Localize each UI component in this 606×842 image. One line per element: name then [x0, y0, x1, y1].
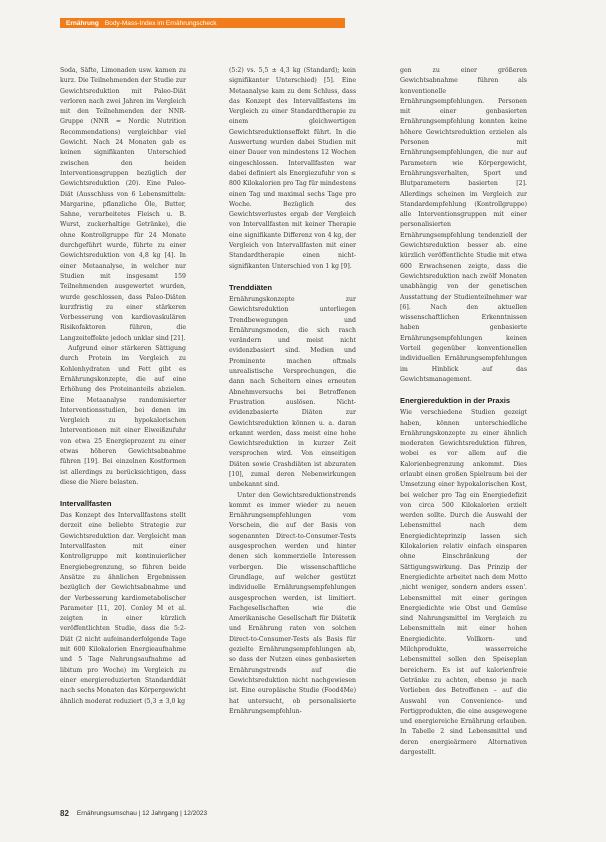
- journal-info: Ernährungsumschau | 12 Jahrgang | 12/2023: [76, 810, 208, 817]
- paragraph: (5:2) vs. 5,5 ± 4,3 kg (Standard); kein signifikanter Unterschied) [5]. Eine Metaanalyse kam zu dem Schluss, dass das Konzept des Intervallfastens im Vergleich zu einer Standardtherapie zu einem gleichwertigen Gewichtsreduktionseffekt führt. In die Auswertung wurden dabei Studien mit einer Dauer von mindestens 12 Wochen eingeschlossen. Intervallfasten war dabei definiert als Energiezufuhr von ≤ 800 Kilokalorien pro Tag für mindestens einen Tag und maximal sechs Tage pro Woche. Bezüglich des Gewichtsverlustes ergab der Vergleich von Intervallfasten mit keiner Therapie eine signifikante Differenz von 4 kg, der Vergleich von Intervallfasten mit einer Standardtherapie einen nicht-signifikanten Unterschied von 1 kg [9].: [229, 67, 356, 270]
- column-1: [60, 66, 186, 818]
- paragraph: Soda, Säfte, Limonaden usw. kamen zu kurz. Die Teilnehmenden der Studie zur Gewichtsreduktion mit Paleo-Diät verloren nach zwei Jahren im Vergleich mit den Teilnehmenden der NNR-Gruppe (NNR = Nordic Nutrition Recommendations) vergleichbar viel Gewicht. Nach 24 Monaten gab es keinen signifikanten Unterschied zwischen den beiden Interventionsgruppen bezüglich der Gewichtsreduktion (20). Eine Paleo-Diät (Ausschluss von 6 Lebensmitteln: Margarine, pflanzliche Öle, Butter, Sahne, verarbeitetes Fleisch u. B. Wurst, zuckerhaltige Getränke), die ohne Kontrollgruppe für 24 Monate durchgeführt wurde, führte zu einer Gewichtsreduktion von 4,8 kg [4]. In einer Metaanalyse, in welcher nur Studien mit insgesamt 159 Teilnehmenden ausgewertet wurden, wurde geschlossen, dass Paleo-Diäten kurzfristig zu einer stärkeren Verbesserung von kardiovaskulären Risikofaktoren führen, die Langzeiteffekte jedoch unklar sind [21].: [60, 67, 186, 342]
- header-subtitle: Body-Mass-Index im Ernährungscheck: [104, 19, 217, 27]
- paragraph: Aufgrund einer stärkeren Sättigung durch Protein im Vergleich zu Kohlenhydraten und Fett gibt es Ernährungskonzepte, die auf eine Erhöhung des Proteinanteils abzielen. Eine Metaanalyse randomisierter Interventionsstudien, bei denen im Vergleich zu hypokalorischen Interventionen mit einer Eiweißzufuhr von etwa 25 Energieprozent zu einer etwas höheren Gewichtsabnahme führen [19]. Bei einzelnen Kostformen ist allerdings zu berücksichtigen, dass diese die Niere belasten.: [60, 345, 186, 486]
- paragraph: Wie verschiedene Studien gezeigt haben, können unterschiedliche Ernährungskonzepte zu einer ähnlich moderaten Gewichtsreduktion führen, wobei es vor allem auf die Kalorienbegrenzung ankommt. Dies erlaubt einen großen Spielraum bei der Umsetzung einer hypokalorischen Kost, bei welcher pro Tag ein Energiedefizit von circa 500 Kilokalorien erzielt werden sollte. Durch die Auswahl der Lebensmittel nach dem Energiedichteprinzip lassen sich Kilokalorien relativ einfach einsparen ohne Einschränkung der Sättigungswirkung. Das Prinzip der Energiedichte arbeitet nach dem Motto ‚nicht weniger, sondern anders essen'. Lebensmittel mit einer geringen Energiedichte wie Obst und Gemüse sind Nahrungsmittel im Vergleich zu Lebensmitteln mit einer hohen Energiedichte. Vollkorn- und Milchprodukte, wasserreiche Lebensmittel sollen den Speiseplan bereichern. Es ist auf kalorienfreie Getränke zu achten, ebenso je nach Vorlieben des Betroffenen – auf die Auswahl von Convenience- und Fertigprodukten, die eine ausgewogene und energiereiche Ernährung erlauben. In Tabelle 2 sind Lebensmittel und deren energieärmere Alternativen dargestellt.: [400, 409, 527, 756]
- paragraph: Unter den Gewichtsreduktionstrends kommt es immer wieder zu neuen Ernährungsempfehlungen vom Vorschein, die auf der Basis von sogenannten Direct-to-Consumer-Tests ausgesprochen werden und hinter denen sich kommerzielle Interessen verbergen. Die wissenschaftliche Grundlage, auf welcher gestützt individuelle Ernährungsempfehlungen ausgesprochen werden, ist limitiert. Fachgesellschaften wie die Amerikanische Gesellschaft für Diätetik und Ernährung raten von solchen Direct-to-Consumer-Tests als Basis für gezielte Ernährungsempfehlungen ab, so dass der Nutzen eines genbasierten Ernährungstrends auf die Gewichtsreduktion nicht nachgewiesen ist. Eine europäische Studie (Food4Me) hat untersucht, ob personalisierte Ernährungsempfehlun-: [229, 491, 356, 715]
- column-3: [400, 66, 527, 784]
- column-2: [229, 66, 356, 786]
- section-heading: Intervallfasten: [60, 499, 112, 509]
- section-label: Ernährung: [66, 19, 99, 27]
- section-heading: Trenddiäten: [229, 282, 273, 292]
- page-number: 82: [60, 809, 69, 818]
- page-footer: [60, 809, 540, 818]
- paragraph: gen zu einer größeren Gewichtsabnahme führen als konventionelle Ernährungsempfehlungen. Personen mit einer genbasierten Ernährungsempfehlung konnten keine höhere Gewichtsreduktion erzielen als Personen mit Ernährungsempfehlungen, die nur auf Parametern wie Körpergewicht, Ernährungsverhalten, Sport und Blutparametern basierten [2]. Allerdings scheinen im Vergleich zur Standardempfehlung (Kontrollgruppe) alle Interventionsgruppen mit einer personalisierten Ernährungsempfehlung tendenziell der Gewichtsreduktion besser ab. eine kürzlich veröffentlichte Studie mit etwa 600 Erwachsenen zeigte, dass die Gewichtsreduktion nach zwölf Monaten unabhängig von der genetischen Ausstattung der Studienteilnehmer war [6]. Nach den aktuellen wissenschaftlichen Erkenntnissen haben genbasierte Ernährungsempfehlungen keinen Vorteil gegenüber konventionellen individuellen Ernährungsempfehlungen im Hinblick auf das Gewichtsmanagement.: [400, 67, 527, 383]
- header-bar: [60, 18, 345, 28]
- paragraph: Ernährungskonzepte zur Gewichtsreduktion unterliegen Trendbewegungen und Ernährungsmoden, die sich rasch verändern und meist nicht evidenzbasiert sind. Medien und Prominente machen oftmals unrealistische Versprechungen, die dann nach Scheitern eines erneuten Abnehmversuchs bei Betroffenen Frustration auslösen. Nicht-evidenzbasierte Diäten zur Gewichtsreduktion können u. a. daran erkannt werden, dass meist eine hohe Gewichtsreduktion in kurzer Zeit versprochen wird. Von einseitigen Diäten sowie Crashdiäten ist abzuraten [10], zumal deren Nebenwirkungen unbekannt sind.: [229, 295, 356, 489]
- paragraph: Das Konzept des Intervallfastens stellt derzeit eine beliebte Strategie zur Gewichtsreduktion dar. Vergleicht man Intervallfasten mit einer Kontrollgruppe mit kontinuierlicher Energiebegrenzung, so führen beide Ansätze zu ähnlichen Ergebnissen bezüglich der Gewichtsabnahme und der Verbesserung kardiometabolischer Parameter [11, 20]. Conley M et al. zeigten in einer kürzlich veröffentlichten Studie, dass die 5:2-Diät (2 nicht aufeinanderfolgende Tage mit 600 Kilokalorien Energieaufnahme und 5 Tage Nahrungsaufnahme ad libitum pro Woche) im Vergleich zu einer energiereduzierten Standarddiät nach sechs Monaten das Körpergewicht ähnlich moderat reduziert (5,3 ± 3,0 kg: [60, 512, 186, 705]
- section-heading: Energiereduktion in der Praxis: [400, 396, 511, 406]
